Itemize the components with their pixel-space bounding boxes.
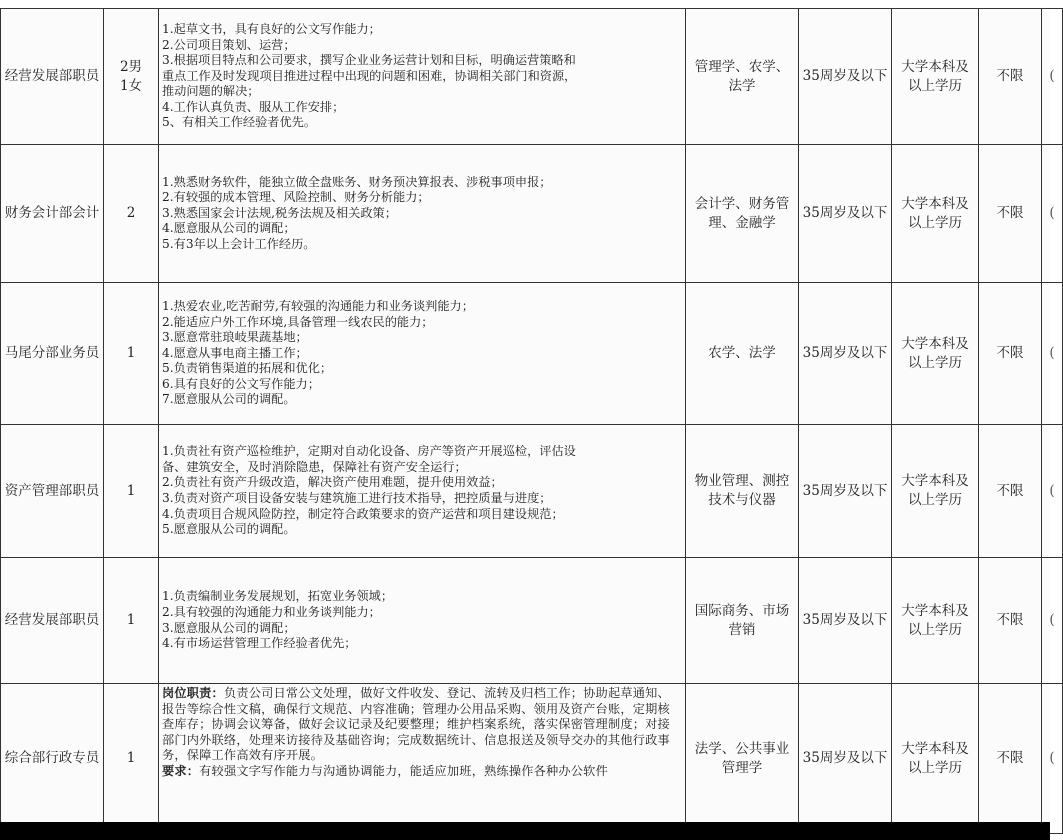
- clipped-cell: (: [1042, 283, 1063, 425]
- age-cell: 35周岁及以下: [799, 283, 892, 425]
- table-row: [1, 425, 1063, 558]
- duty-line: 1.起草文书，具有良好的公文写作能力；: [162, 21, 381, 36]
- duty-line: 3.根据项目特点和公司要求，撰写企业业务运营计划和目标，明确运营策略和: [162, 53, 576, 68]
- other-requirement-cell: 不限: [979, 145, 1042, 283]
- duty-line: 5.负责销售渠道的拓展和优化；: [162, 361, 333, 376]
- major-cell: 农学、法学: [686, 283, 799, 425]
- duty-line: 2.公司项目策划、运营；: [162, 37, 296, 52]
- major-cell: 国际商务、市场营销: [686, 558, 799, 684]
- education-cell: 大学本科及以上学历: [892, 684, 979, 834]
- duty-line: 5.愿意服从公司的调配。: [162, 522, 296, 537]
- headcount-cell: [104, 283, 159, 425]
- headcount-cell: [104, 684, 159, 834]
- headcount-cell: [104, 558, 159, 684]
- table-row: [1, 145, 1063, 283]
- duty-line: 3.愿意常驻琅岐果蔬基地；: [162, 330, 308, 345]
- age-cell: 35周岁及以下: [799, 684, 892, 834]
- duty-line: 4.愿意服从公司的调配；: [162, 221, 296, 236]
- duty-line: 4.负责项目合规风险防控，制定符合政策要求的资产运营和项目建设规范；: [162, 506, 564, 521]
- requirement-paragraph: [162, 764, 682, 780]
- other-requirement-cell: 不限: [979, 425, 1042, 558]
- headcount-line: 1: [126, 345, 136, 361]
- education-cell: 大学本科及以上学历: [892, 283, 979, 425]
- table-row: [1, 9, 1063, 145]
- duty-line: 1.负责编制业务发展规划，拓宽业务领域；: [162, 589, 394, 604]
- duty-line: 1.负责社有资产巡检维护，定期对自动化设备、房产等资产开展巡检，评估设: [162, 444, 576, 459]
- major-cell: 物业管理、测控技术与仪器: [686, 425, 799, 558]
- position-title-cell: 经营发展部职员: [1, 558, 104, 684]
- headcount-line: 1女: [119, 77, 143, 94]
- table-row: [1, 684, 1063, 834]
- duties-cell: [159, 9, 686, 145]
- duties-cell: [159, 425, 686, 558]
- duties-cell: [159, 283, 686, 425]
- duty-line: 2.负责社有资产升级改造，解决资产使用难题，提升使用效益；: [162, 475, 503, 490]
- duty-line: 4.有市场运营管理工作经验者优先；: [162, 636, 357, 651]
- duty-line: 2.能适应户外工作环境,具备管理一线农民的能力；: [162, 314, 434, 329]
- age-cell: 35周岁及以下: [799, 145, 892, 283]
- education-cell: 大学本科及以上学历: [892, 9, 979, 145]
- duty-line: 1.热爱农业,吃苦耐劳,有较强的沟通能力和业务谈判能力；: [162, 298, 474, 313]
- duty-text: 负责公司日常公文处理，做好文件收发、登记、流转及归档工作；协助起草通知、报告等综合性文稿，确保行文规范、内容准确；管理办公用品采购、领用及资产台账，定期核查库存；协调会议筹备，做好会议记录及纪要整理；维护档案系统，落实保密管理制度；对接部门内外联络，处理来访接待及基础咨询；完成数据统计、信息报送及领导交办的其他行政事务，保障工作高效有序开展。: [162, 686, 670, 763]
- job-requirements-table: [0, 8, 1063, 834]
- position-title-cell: 财务会计部会计: [1, 145, 104, 283]
- duty-label: 岗位职责：: [162, 686, 224, 700]
- duties-cell: [159, 684, 686, 834]
- major-cell: 法学、公共事业管理学: [686, 684, 799, 834]
- headcount-line: 1: [126, 612, 136, 628]
- position-title-cell: 资产管理部职员: [1, 425, 104, 558]
- duty-paragraph: [162, 686, 682, 764]
- position-title-cell: 综合部行政专员: [1, 684, 104, 834]
- duty-line: 7.愿意服从公司的调配。: [162, 392, 296, 407]
- job-table-sheet: [0, 8, 1055, 822]
- headcount-cell: [104, 9, 159, 145]
- duty-line: 2.具有较强的沟通能力和业务谈判能力；: [162, 604, 381, 619]
- duty-line: 推动问题的解决；: [162, 84, 260, 99]
- duty-line: 3.负责对资产项目设备安装与建筑施工进行技术指导，把控质量与进度；: [162, 491, 552, 505]
- duty-line: 3.愿意服从公司的调配；: [162, 620, 296, 635]
- duty-line: 4.工作认真负责、服从工作安排；: [162, 99, 345, 114]
- table-row: [1, 558, 1063, 684]
- duty-line: 6.具有良好的公文写作能力；: [162, 376, 320, 391]
- clipped-cell: (: [1042, 558, 1063, 684]
- age-cell: 35周岁及以下: [799, 558, 892, 684]
- age-cell: 35周岁及以下: [799, 9, 892, 145]
- requirement-label: 要求：: [162, 763, 200, 778]
- duty-line: 5、有相关工作经验者优先。: [162, 115, 317, 130]
- table-row: [1, 283, 1063, 425]
- duty-line: 备、建筑安全，及时消除隐患，保障社有资产安全运行；: [162, 459, 467, 474]
- headcount-line: 1: [126, 482, 136, 499]
- requirement-text: 有较强文字写作能力与沟通协调能力，能适应加班，熟练操作各种办公软件: [199, 763, 608, 778]
- bottom-black-bar: [0, 822, 1050, 840]
- duty-line: 3.熟悉国家会计法规,税务法规及相关政策；: [162, 205, 397, 220]
- other-requirement-cell: 不限: [979, 9, 1042, 145]
- headcount-cell: [104, 145, 159, 283]
- clipped-cell: (: [1042, 425, 1063, 558]
- other-requirement-cell: 不限: [979, 558, 1042, 684]
- clipped-cell: (: [1042, 9, 1063, 145]
- major-cell: 会计学、财务管理、金融学: [686, 145, 799, 283]
- duty-line: 1.熟悉财务软件，能独立做全盘账务、财务预决算报表、涉税事项申报；: [162, 174, 552, 189]
- other-requirement-cell: 不限: [979, 283, 1042, 425]
- education-cell: 大学本科及以上学历: [892, 425, 979, 558]
- other-requirement-cell: 不限: [979, 684, 1042, 834]
- headcount-cell: [104, 425, 159, 558]
- education-cell: 大学本科及以上学历: [892, 558, 979, 684]
- headcount-line: 1: [126, 750, 136, 766]
- education-cell: 大学本科及以上学历: [892, 145, 979, 283]
- position-title-cell: 马尾分部业务员: [1, 283, 104, 425]
- duties-cell: [159, 558, 686, 684]
- position-title-cell: 经营发展部职员: [1, 9, 104, 145]
- duty-line: 重点工作及时发现项目推进过程中出现的问题和困难，协调相关部门和资源，: [162, 68, 577, 83]
- headcount-line: 2: [126, 205, 136, 221]
- duty-line: 2.有较强的成本管理、风险控制、财务分析能力；: [162, 190, 430, 205]
- duty-line: 4.愿意从事电商主播工作；: [162, 345, 308, 360]
- major-cell: 管理学、农学、法学: [686, 9, 799, 145]
- headcount-line: 2男: [119, 58, 143, 75]
- clipped-cell: (: [1042, 145, 1063, 283]
- clipped-cell: (: [1042, 684, 1063, 834]
- duty-line: 5.有3年以上会计工作经历。: [162, 236, 316, 251]
- duties-cell: [159, 145, 686, 283]
- age-cell: 35周岁及以下: [799, 425, 892, 558]
